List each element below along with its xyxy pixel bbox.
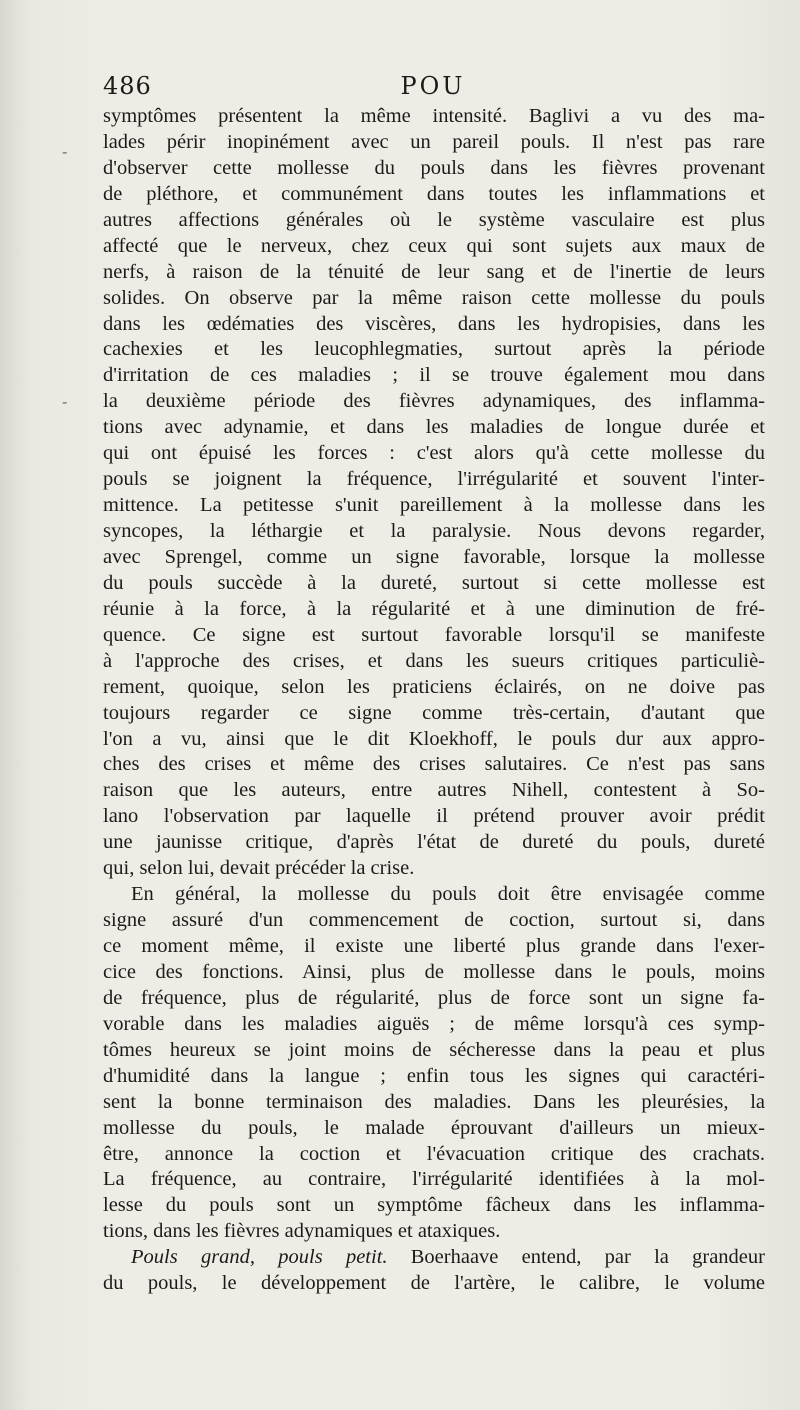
text-line: ce moment même, il existe une liberté plus grande dans l'exer- <box>103 935 765 957</box>
text-line: solides. On observe par la même raison cette mollesse du pouls <box>103 286 765 309</box>
text-line: du pouls, le développement de l'artère, le calibre, le volume <box>103 1272 765 1295</box>
text-line: de pléthore, et communément dans toutes les inflammations et <box>103 182 765 205</box>
text-line: tômes heureux se joint moins de sécheresse dans la peau et plus <box>103 1038 765 1061</box>
running-head: POU <box>400 72 466 100</box>
text-line: d'humidité dans la langue ; enfin tous les signes qui caractéri- <box>103 1064 765 1087</box>
text-line: ches des crises et même des crises salutaires. Ce n'est pas sans <box>103 753 765 776</box>
text-line: réunie à la force, à la régularité et à une diminution de fré- <box>103 597 765 620</box>
text-line: à l'approche des crises, et dans les sueurs critiques particuliè- <box>103 649 765 672</box>
text-line: cice des fonctions. Ainsi, plus de mollesse dans le pouls, moins <box>103 960 765 983</box>
text-line: lesse du pouls sont un symptôme fâcheux dans les inflamma- <box>103 1194 765 1217</box>
text-line: d'irritation de ces maladies ; il se trouve également mou dans <box>103 364 765 387</box>
body-text <box>103 104 765 1297</box>
text-line: sent la bonne terminaison des maladies. Dans les pleurésies, la <box>103 1090 765 1113</box>
section-lead: Pouls grand, pouls petit. <box>131 1246 388 1269</box>
text-line: cachexies et les leucophlegmaties, surtout après la période <box>103 338 765 361</box>
text-line: être, annonce la coction et l'évacuation critique des crachats. <box>103 1142 765 1165</box>
text-line: la deuxième période des fièvres adynamiques, des inflamma- <box>103 390 765 413</box>
page-header <box>103 72 763 102</box>
text-line: qui ont épuisé les forces : c'est alors qu'à cette mollesse du <box>103 442 765 465</box>
margin-mark: - <box>62 392 68 411</box>
text-run: Boerhaave entend, par la grandeur <box>387 1246 765 1269</box>
text-line: qui, selon lui, devait précéder la crise. <box>103 857 415 880</box>
text-line <box>103 1245 765 1271</box>
text-line: autres affections générales où le système vasculaire est plus <box>103 208 765 231</box>
text-line: l'on a vu, ainsi que le dit Kloekhoff, le pouls dur aux appro- <box>103 727 765 750</box>
text-line: de fréquence, plus de régularité, plus de force sont un signe fa- <box>103 986 765 1009</box>
text-line: symptômes présentent la même intensité. Baglivi a vu des ma- <box>103 105 765 127</box>
text-line: pouls se joignent la fréquence, l'irrégularité et souvent l'inter- <box>103 468 765 491</box>
text-line: une jaunisse critique, d'après l'état de dureté du pouls, dureté <box>103 831 765 854</box>
text-line: tions avec adynamie, et dans les maladies de longue durée et <box>103 416 765 439</box>
text-line: tions, dans les fièvres adynamiques et ataxiques. <box>103 1220 501 1243</box>
text-line: d'observer cette mollesse du pouls dans les fièvres provenant <box>103 156 765 179</box>
text-line: rement, quoique, selon les praticiens éclairés, on ne doive pas <box>103 675 765 698</box>
text-line: dans les œdématies des viscères, dans les hydropisies, dans les <box>103 312 765 335</box>
text-line: syncopes, la léthargie et la paralysie. Nous devons regarder, <box>103 520 765 542</box>
text-line: du pouls succède à la dureté, surtout si cette mollesse est <box>103 571 765 594</box>
text-line: signe assuré d'un commencement de coction, surtout si, dans <box>103 909 765 932</box>
text-line: quence. Ce signe est surtout favorable lorsqu'il se manifeste <box>103 623 765 646</box>
text-line: affecté que le nerveux, chez ceux qui sont sujets aux maux de <box>103 234 765 257</box>
page-number: 486 <box>103 72 152 100</box>
text-line: lades périr inopinément avec un pareil pouls. Il n'est pas rare <box>103 130 765 153</box>
text-line: mollesse du pouls, le malade éprouvant d'ailleurs un mieux- <box>103 1116 765 1139</box>
text-line: lano l'observation par laquelle il prétend prouver avoir prédit <box>103 805 765 828</box>
text-line: vorable dans les maladies aiguës ; de même lorsqu'à ces symp- <box>103 1012 765 1035</box>
margin-mark: - <box>62 142 68 161</box>
text-line: avec Sprengel, comme un signe favorable, lorsque la mollesse <box>103 545 765 568</box>
text-line: nerfs, à raison de la ténuité de leur sang et de l'inertie de leurs <box>103 260 765 283</box>
text-line: mittence. La petitesse s'unit pareillement à la mollesse dans les <box>103 494 765 517</box>
text-line: En général, la mollesse du pouls doit être envisagée comme <box>131 883 765 906</box>
text-line: raison que les auteurs, entre autres Nihell, contestent à So- <box>103 779 765 802</box>
text-line: toujours regarder ce signe comme très-certain, d'autant que <box>103 701 765 724</box>
text-line: La fréquence, au contraire, l'irrégularité identifiées à la mol- <box>103 1168 765 1191</box>
